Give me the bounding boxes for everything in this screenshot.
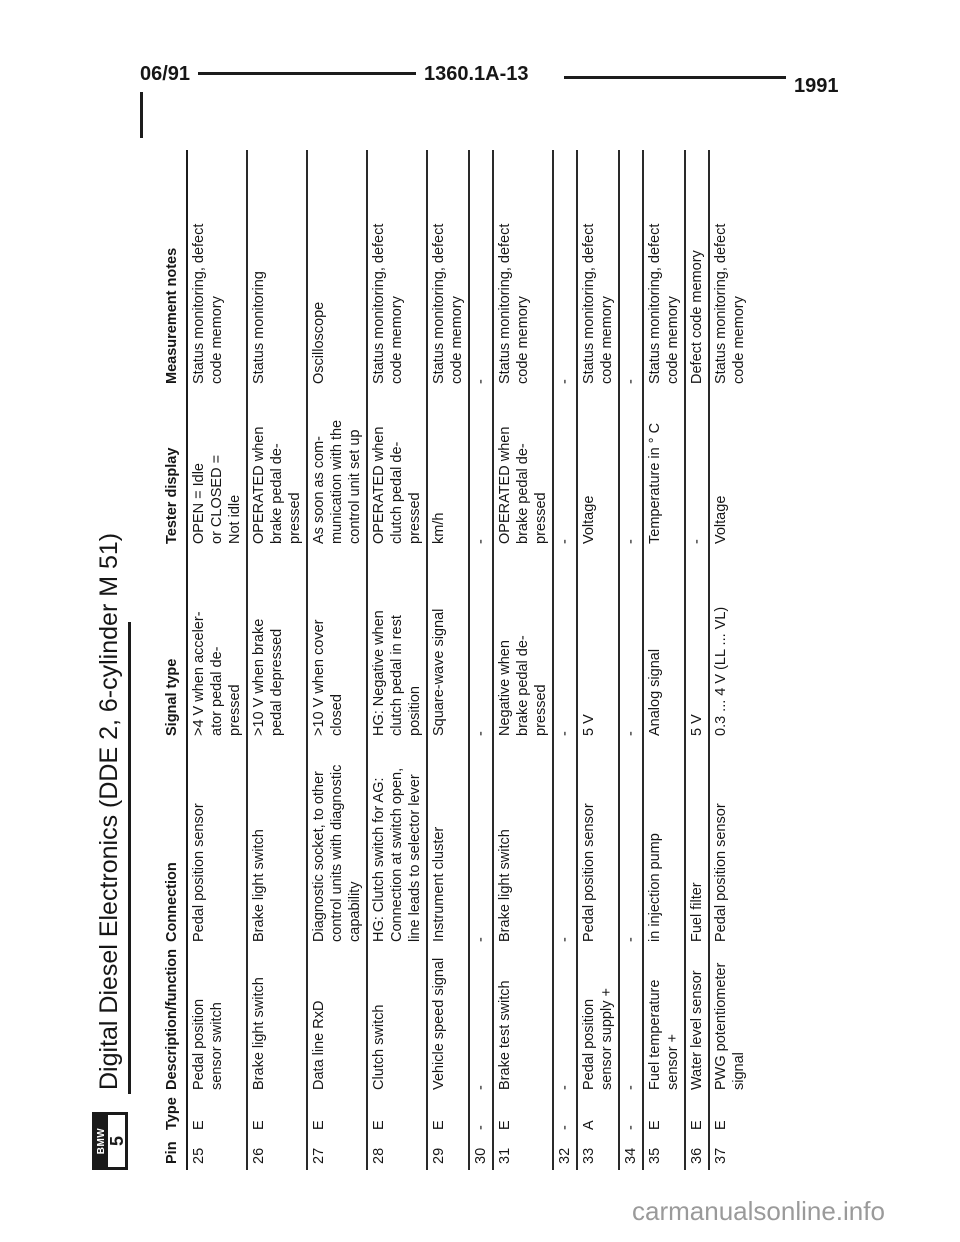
cell-measurement-notes: Status monitoring, defect code memory [713,223,747,384]
col-header-tester-display: Tester display [160,390,187,550]
cell-type: E [187,1096,247,1136]
cell-tester-display: Voltage [577,390,619,550]
cell-type: E [307,1096,367,1136]
pin-table [160,150,750,1170]
cell-pin: 35 [643,1136,685,1170]
header-rule-right [564,76,786,79]
cell-connection: - [619,742,643,948]
cell-type: - [619,1096,643,1136]
cell-measurement-notes: Status monitoring, defect code memory [493,150,553,390]
cell-measurement-notes: Status monitoring, defect code memory [187,150,247,390]
cell-description: Pedal position sensor switch [187,948,247,1096]
table-row [307,150,367,1170]
table-row [427,150,469,1170]
cell-measurement-notes: Oscilloscope [307,150,367,390]
cell-description: Vehicle speed signal [427,948,469,1096]
cell-type: E [427,1096,469,1136]
page-date: 06/91 [140,63,191,85]
cell-signal-type: Square-wave signal [427,550,469,742]
cell-tester-display: - [553,390,577,550]
table-row [187,150,247,1170]
cell-description: Clutch switch [367,948,427,1096]
table-row [553,150,577,1170]
cell-measurement-notes: - [469,150,493,390]
col-header-type: Type [160,1096,187,1136]
cell-tester-display: - [619,390,643,550]
col-header-connection: Connection [160,742,187,948]
logo-brand: BMW [95,1115,108,1167]
cell-signal-type: 0.3 ... 4 V (LL ... VL) [713,606,729,736]
cell-measurement-notes: - [553,150,577,390]
cell-connection: HG: Clutch switch for AG: Connection at switch open, line leads to selector lever [367,742,427,948]
cell-pin: 34 [619,1136,643,1170]
table-row [643,150,685,1170]
cell-description: Fuel temperature sensor + [643,948,685,1096]
cell-tester-display: km/h [427,390,469,550]
cell-tester-display: OPEN = Idle or CLOSED = Not idle [187,390,247,550]
cell-tester-display: OPERATED when clutch pedal de- pressed [367,390,427,550]
cell-connection: Fuel filter [685,742,709,948]
cell-measurement-notes: Status monitoring, defect code memory [367,150,427,390]
cell-type: A [577,1096,619,1136]
table-row [577,150,619,1170]
cell-signal-type: HG: Negative when clutch pedal in rest position [367,550,427,742]
table-row [709,150,750,1170]
cell-description: Data line RxD [307,948,367,1096]
cell-connection: Pedal position sensor [713,803,729,942]
page-title: Digital Diesel Electronics (DDE 2, 6-cylinder M 51) [95,532,123,1090]
cell-type: E [493,1096,553,1136]
cell-connection: Pedal position sensor [187,742,247,948]
cell-pin: 36 [685,1136,709,1170]
table-header-row [160,150,187,1170]
table-row [619,150,643,1170]
cell-tester-display: As soon as com- munication with the control unit set up [307,390,367,550]
document-number: 1360.1A-13 [424,63,529,85]
cell-connection: in injection pump [643,742,685,948]
table-row [247,150,307,1170]
cell-type: E [713,1120,729,1130]
cell-signal-type: - [553,550,577,742]
cell-signal-type: 5 V [577,550,619,742]
cell-measurement-notes: Defect code memory [685,150,709,390]
cell-connection: Instrument cluster [427,742,469,948]
cell-tester-display: OPERATED when brake pedal de- pressed [493,390,553,550]
watermark: carmanualsonline.info [632,1196,885,1226]
page-year: 1991 [794,75,839,97]
cell-measurement-notes: Status monitoring, defect code memory [643,150,685,390]
cell-signal-type: - [619,550,643,742]
cell-signal-type: Analog signal [643,550,685,742]
cell-measurement-notes: Status monitoring, defect code memory [577,150,619,390]
cell-signal-type: Negative when brake pedal de- pressed [493,550,553,742]
logo-series: 5 [107,1136,127,1147]
cell-description: - [553,948,577,1096]
cell-pin: 28 [367,1136,427,1170]
table-body [187,150,750,1170]
cell-measurement-notes: Status monitoring, defect code memory [427,150,469,390]
cell-tester-display: Voltage [713,495,729,544]
cell-measurement-notes: Status monitoring [247,150,307,390]
table-row [469,150,493,1170]
cell-tester-display: Temperature in ° C [643,390,685,550]
cell-description: - [469,948,493,1096]
cell-tester-display: OPERATED when brake pedal de- pressed [247,390,307,550]
cell-type: - [469,1096,493,1136]
cell-pin: 25 [187,1136,247,1170]
cell-signal-type: >4 V when acceler- ator pedal de- pressed [187,550,247,742]
header-rule-left [198,72,416,75]
cell-pin: 27 [307,1136,367,1170]
cell-connection: Pedal position sensor [577,742,619,948]
cell-description: Brake test switch [493,948,553,1096]
cell-signal-type: >10 V when cover closed [307,550,367,742]
cell-pin: 37 [713,1147,729,1164]
cell-pin: 33 [577,1136,619,1170]
col-header-description: Description/function [160,948,187,1096]
col-header-signal-type: Signal type [160,550,187,742]
cell-pin: 31 [493,1136,553,1170]
cell-type: E [685,1096,709,1136]
cell-pin: 32 [553,1136,577,1170]
cell-type: E [247,1096,307,1136]
cell-type: E [367,1096,427,1136]
col-header-measurement-notes: Measurement notes [160,150,187,390]
cell-tester-display: - [469,390,493,550]
cell-signal-type: 5 V [685,550,709,742]
table-row [685,150,709,1170]
cell-connection: - [469,742,493,948]
cell-description: Water level sensor [685,948,709,1096]
cell-measurement-notes: - [619,150,643,390]
cell-description: Brake light switch [247,948,307,1096]
cell-pin: 29 [427,1136,469,1170]
cell-pin: 26 [247,1136,307,1170]
cell-signal-type: - [469,550,493,742]
cell-connection: Brake light switch [247,742,307,948]
cell-connection: - [553,742,577,948]
left-margin-rule [140,92,143,138]
cell-type: E [643,1096,685,1136]
bmw-series-logo [92,1112,128,1170]
cell-type: - [553,1096,577,1136]
cell-description: - [619,948,643,1096]
title-rule [128,622,131,1094]
cell-description: PWG potentiometer signal [713,962,747,1090]
cell-connection: Brake light switch [493,742,553,948]
cell-pin: 30 [469,1136,493,1170]
cell-tester-display: - [685,390,709,550]
cell-connection: Diagnostic socket, to other control units with diagnostic capability [307,742,367,948]
cell-signal-type: >10 V when brake pedal depressed [247,550,307,742]
rotated-content [92,150,852,1170]
col-header-pin: Pin [160,1136,187,1170]
table-row [367,150,427,1170]
cell-description: Pedal position sensor supply + [577,948,619,1096]
table-row [493,150,553,1170]
